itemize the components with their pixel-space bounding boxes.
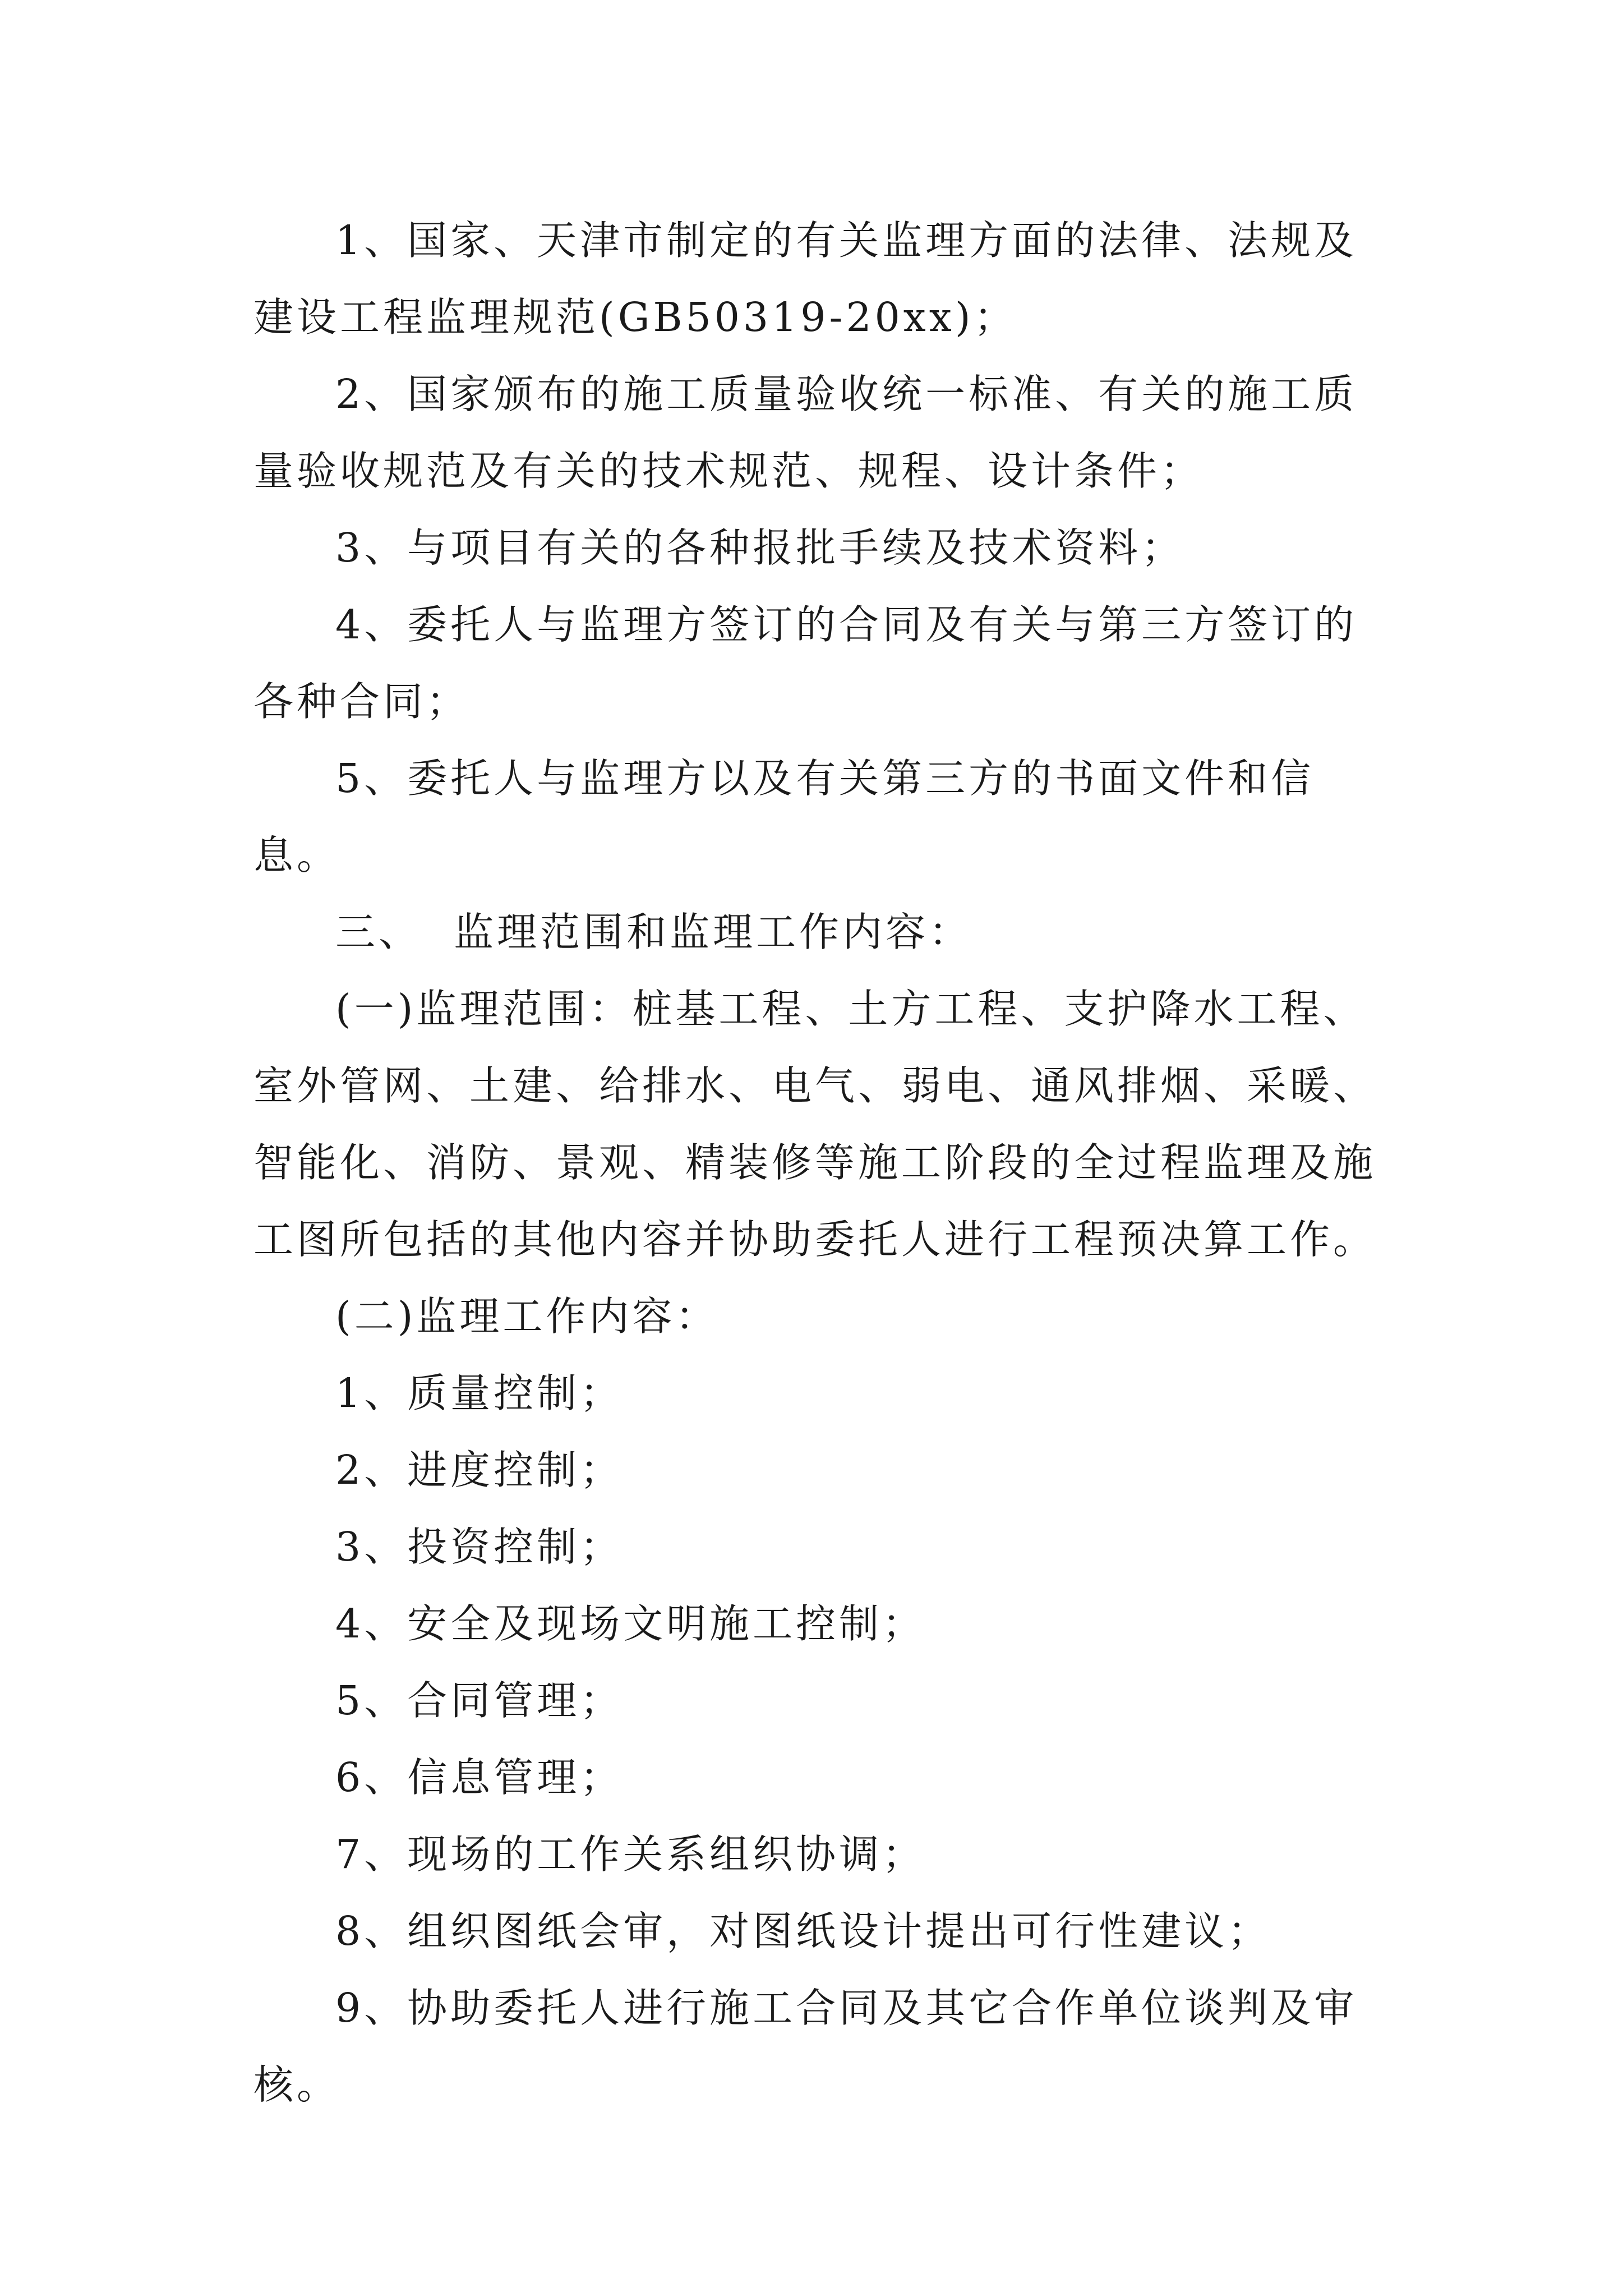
list-item-coordination: 7、现场的工作关系组织协调；: [335, 1831, 926, 1878]
list-item-quality: 1、质量控制；: [335, 1370, 624, 1416]
subheading-work-content: (二)监理工作内容：: [335, 1293, 719, 1340]
paragraph-basis-5: 5、委托人与监理方以及有关第三方的书面文件和信息。: [253, 755, 1315, 878]
list-item-information: 6、信息管理；: [335, 1754, 624, 1801]
paragraph-basis-4: 4、委托人与监理方签订的合同及有关与第三方签订的各种合同；: [253, 601, 1358, 725]
paragraph-scope: (一)监理范围：桩基工程、土方工程、支护降水工程、室外管网、土建、给排水、电气、弱电、通风排烟、采暖、智能化、消防、景观、精装修等施工阶段的全过程监理及施工图所包括的其他内容并协助委托人进行工程预决算工作。: [253, 986, 1377, 1263]
paragraph-basis-2: 2、国家颁布的施工质量验收统一标准、有关的施工质量验收规范及有关的技术规范、规程、设计条件；: [253, 371, 1358, 494]
section-heading-3: 三、 监理范围和监理工作内容：: [335, 909, 972, 955]
list-item-investment: 3、投资控制；: [335, 1524, 624, 1570]
list-item-schedule: 2、进度控制；: [335, 1447, 624, 1493]
paragraph-basis-1: 1、国家、天津市制定的有关监理方面的法律、法规及建设工程监理规范(GB50319-20xx)；: [253, 217, 1358, 341]
paragraph-basis-3: 3、与项目有关的各种报批手续及技术资料；: [335, 524, 1185, 571]
document-body: [253, 202, 1381, 2123]
list-item-contract: 5、合同管理；: [335, 1677, 624, 1724]
list-item-safety: 4、安全及现场文明施工控制；: [335, 1600, 926, 1647]
list-item-drawing-review: 8、组织图纸会审，对图纸设计提出可行性建议；: [335, 1908, 1271, 1954]
list-item-negotiation: 9、协助委托人进行施工合同及其它合作单位谈判及审核。: [253, 1985, 1358, 2108]
